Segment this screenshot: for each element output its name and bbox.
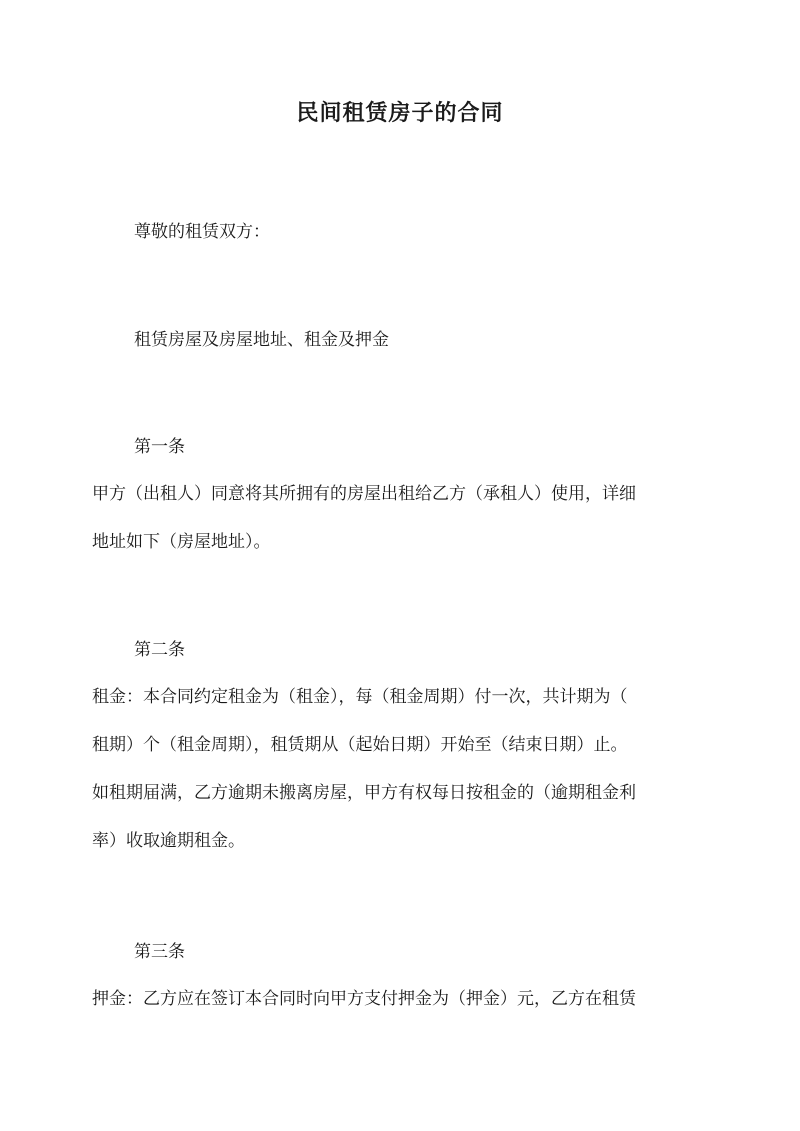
section-heading: 租赁房屋及房屋地址、租金及押金 (134, 330, 389, 350)
article-2-heading: 第二条 (134, 640, 185, 660)
article-1-line: 地址如下（房屋地址）。 (92, 532, 271, 552)
article-3-heading: 第三条 (134, 942, 185, 962)
article-3-body (92, 975, 708, 1023)
article-2-line: 租金：本合同约定租金为（租金），每（租金周期）付一次，共计期为（ (92, 687, 628, 707)
article-1-heading: 第一条 (134, 437, 185, 457)
article-2-line: 如租期届满，乙方逾期未搬离房屋，甲方有权每日按租金的（逾期租金利 (92, 783, 636, 803)
salutation: 尊敬的租赁双方： (134, 222, 270, 242)
document-title: 民间租赁房子的合同 (296, 100, 504, 126)
article-2-line: 率）收取逾期租金。 (92, 831, 245, 851)
article-1-body (92, 470, 708, 566)
article-2-line: 租期）个（租金周期），租赁期从（起始日期）开始至（结束日期）止。 (92, 735, 628, 755)
article-2-body (92, 673, 708, 865)
article-3-line: 押金：乙方应在签订本合同时向甲方支付押金为（押金）元，乙方在租赁 (92, 989, 636, 1009)
article-1-line: 甲方（出租人）同意将其所拥有的房屋出租给乙方（承租人）使用，详细 (92, 484, 636, 504)
